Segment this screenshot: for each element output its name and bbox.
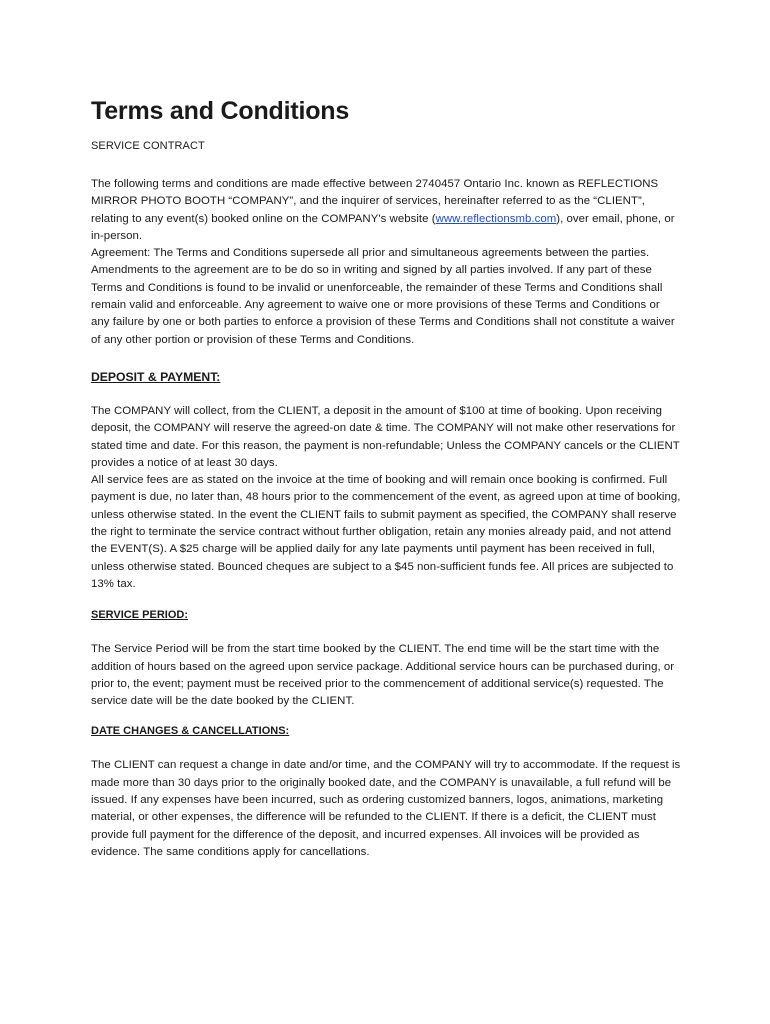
intro-text-end: ), over email, phone, or in-person. xyxy=(91,212,675,242)
document-subtitle: SERVICE CONTRACT xyxy=(91,140,205,152)
service-period-paragraph: The Service Period will be from the start time booked by the CLIENT. The end time will be the start time with the addition of hours based on the agreed upon service package. Additional service hours can be purchased during, or prior to, the event; payment must be received prior to the commencement of additional service(s) requested. The service date will be the date booked by the CLIENT. xyxy=(91,643,675,708)
date-changes-heading: DATE CHANGES & CANCELLATIONS: xyxy=(91,725,290,738)
fees-paragraph: All service fees are as stated on the invoice at the time of booking and will remain once booking is confirmed. Full payment is due, no later than, 48 hours prior to the commencement of the event, as agreed upon at time of booking, unless otherwise stated. In the event the CLIENT fails to submit payment as specified, the COMPANY shall reserve the right to terminate the service contract without further obligation, retain any monies already paid, and not attend the EVENT(S). A $25 charge will be applied daily for any late payments until payment has been received in full, unless otherwise stated. Bounced cheques are subject to a $45 non-sufficient funds fee. All prices are subjected to 13% tax. xyxy=(91,474,681,590)
intro-paragraph xyxy=(91,176,681,245)
deposit-heading: DEPOSIT & PAYMENT: xyxy=(91,369,221,384)
website-link[interactable]: www.reflectionsmb.com xyxy=(435,212,557,225)
page-title: Terms and Conditions xyxy=(91,97,350,125)
agreement-paragraph: Agreement: The Terms and Conditions supersede all prior and simultaneous agreements between the parties. Amendments to the agreement are to be do so in writing and signed by all parties involved. If any part of these Terms and Conditions is found to be invalid or unenforceable, the remainder of these Terms and Conditions shall remain valid and enforceable. Any agreement to waive one or more provisions of these Terms and Conditions or any failure by one or both parties to enforce a provision of these Terms and Conditions shall not constitute a waiver of any other portion or provision of these Terms and Conditions. xyxy=(91,247,675,346)
intro-text: The following terms and conditions are made effective between 2740457 Ontario Inc. known as REFLECTIONS MIRROR PHOTO BOOTH “COMPANY”, and the inquirer of services, hereinafter referred to as the “CLIENT”, relating to any event(s) booked online on the COMPANY's website ( xyxy=(91,178,659,225)
deposit-paragraph: The COMPANY will collect, from the CLIENT, a deposit in the amount of $100 at time of booking. Upon receiving deposit, the COMPANY will reserve the agreed-on date & time. The COMPANY will not make other reservations for stated time and date. For this reason, the payment is non-refundable; Unless the COMPANY cancels or the CLIENT provides a notice of at least 30 days. xyxy=(91,404,680,469)
service-period-heading: SERVICE PERIOD: xyxy=(91,609,188,622)
document-page xyxy=(91,96,681,861)
date-changes-paragraph: The CLIENT can request a change in date and/or time, and the COMPANY will try to accommodate. If the request is made more than 30 days prior to the originally booked date, and the COMPANY is unavailable, a full refund will be issued. If any expenses have been incurred, such as ordering customized banners, logos, animations, marketing material, or other expenses, the difference will be refunded to the CLIENT. If there is a deficit, the CLIENT must provide full payment for the difference of the deposit, and incurred expenses. All invoices will be provided as evidence. The same conditions apply for cancellations. xyxy=(91,759,681,858)
